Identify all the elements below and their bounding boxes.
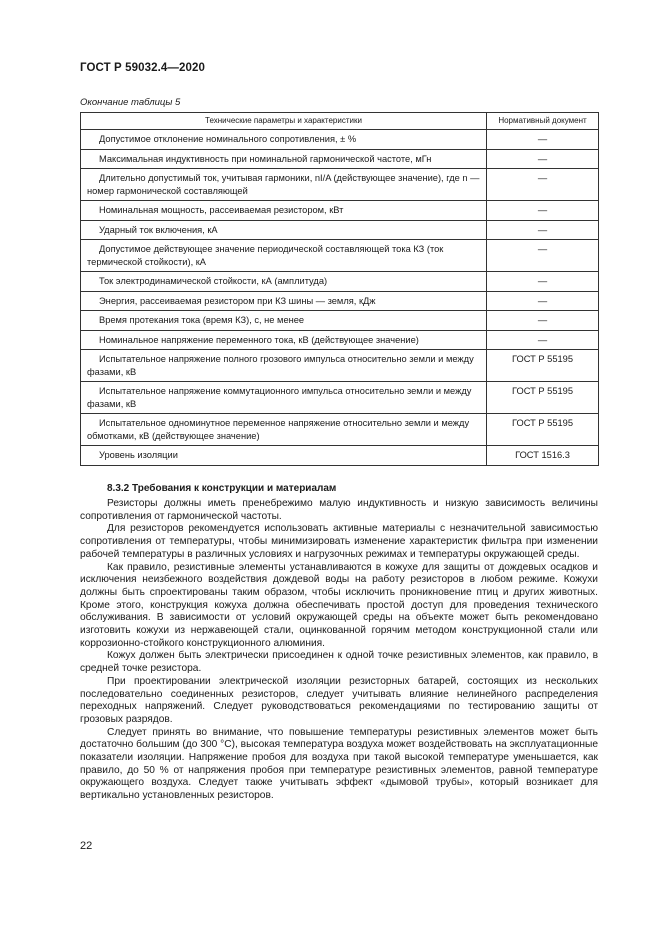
normative-document-cell: — bbox=[487, 272, 599, 292]
table-row bbox=[81, 330, 599, 350]
column-header-normative-document: Нормативный документ bbox=[487, 113, 599, 130]
table-header-row bbox=[81, 113, 599, 130]
table-row bbox=[81, 446, 599, 466]
parameters-table bbox=[80, 112, 599, 466]
parameter-cell: Длительно допустимый ток, учитывая гармоники, nI/A (действующее значение), где n — номер гармонической составляющей bbox=[81, 169, 487, 201]
parameter-cell: Энергия, рассеиваемая резистором при КЗ шины — земля, кДж bbox=[81, 291, 487, 311]
column-header-parameters: Технические параметры и характеристики bbox=[81, 113, 487, 130]
parameter-cell: Испытательное напряжение коммутационного импульса относительно земли и между фазами, кВ bbox=[81, 382, 487, 414]
paragraph: Резисторы должны иметь пренебрежимо малую индуктивность и низкую зависимость величины сопротивления от гармонической частоты. bbox=[80, 498, 598, 522]
paragraph: Следует принять во внимание, что повышение температуры резистивных элементов может быть достаточно большим (до 300 °C), высокая температура воздуха может воздействовать на эксплуатационные показатели изоляции. Напряжение пробоя для воздуха при такой высокой температуре уменьшается, как правило, до 50 % от напряжения пробоя при температуре резистивных элементов, равной температуре окружающего воздуха. Следует также учитывать эффект «дымовой трубы», который возникает для вертикально установленных резисторов. bbox=[80, 726, 598, 802]
table-row bbox=[81, 220, 599, 240]
table-row bbox=[81, 169, 599, 201]
table-row bbox=[81, 350, 599, 382]
normative-document-cell: — bbox=[487, 291, 599, 311]
table-row bbox=[81, 201, 599, 221]
table-row bbox=[81, 291, 599, 311]
paragraph: Для резисторов рекомендуется использовать активные материалы с незначительной зависимостью сопротивления от температуры, чтобы минимизировать изменение характеристик фильтра при изменении рабочей температуры в различных условиях и нагрузочных режимах и температуры окружающей среды. bbox=[80, 523, 598, 560]
parameter-cell: Допустимое действующее значение периодической составляющей тока КЗ (ток термической стойкости), кА bbox=[81, 240, 487, 272]
table-row bbox=[81, 240, 599, 272]
page-number: 22 bbox=[80, 840, 93, 852]
table-row bbox=[81, 272, 599, 292]
normative-document-cell: ГОСТ Р 55195 bbox=[487, 382, 599, 414]
table-caption: Окончание таблицы 5 bbox=[80, 97, 181, 108]
table-row bbox=[81, 130, 599, 150]
table-row bbox=[81, 149, 599, 169]
normative-document-cell: ГОСТ Р 55195 bbox=[487, 350, 599, 382]
section-heading: 8.3.2 Требования к конструкции и материалам bbox=[107, 483, 337, 494]
parameter-cell: Ток электродинамической стойкости, кА (амплитуда) bbox=[81, 272, 487, 292]
parameter-cell: Уровень изоляции bbox=[81, 446, 487, 466]
normative-document-cell: — bbox=[487, 220, 599, 240]
paragraph: Кожух должен быть электрически присоединен к одной точке резистивных элементов, как правило, в средней точке резистора. bbox=[80, 650, 598, 675]
normative-document-cell: — bbox=[487, 149, 599, 169]
parameter-cell: Испытательное напряжение полного грозового импульса относительно земли и между фазами, кВ bbox=[81, 350, 487, 382]
parameter-cell: Ударный ток включения, кА bbox=[81, 220, 487, 240]
parameter-cell: Время протекания тока (время КЗ), с, не менее bbox=[81, 311, 487, 331]
paragraph: Как правило, резистивные элементы устанавливаются в кожухе для защиты от дождевых осадков и исключения неизбежного воздействия дождевой воды на работу резисторов в любом режиме. Кожухи должны быть спроектированы таким образом, чтобы исключить проникновение птиц и других животных. Кроме этого, конструкция кожуха должна обеспечивать простой доступ для проведения технического обслуживания. В зависимости от условий окружающей среды на объекте может быть рекомендовано изготовить кожухи из нержавеющей стали, оцинкованной горячим методом конструкционной стали или коррозионно-стойкого конструкционного алюминия. bbox=[80, 561, 598, 649]
parameter-cell: Номинальная мощность, рассеиваемая резистором, кВт bbox=[81, 201, 487, 221]
parameter-cell: Номинальное напряжение переменного тока, кВ (действующее значение) bbox=[81, 330, 487, 350]
table-row bbox=[81, 311, 599, 331]
paragraph: При проектировании электрической изоляции резисторных батарей, состоящих из нескольких последовательно соединенных резисторов, следует учитывать влияние нелинейного распределения переходных напряжений. Следует руководствоваться рекомендациями по тестированию защиты от грозовых разрядов. bbox=[80, 675, 598, 725]
parameter-cell: Испытательное одноминутное переменное напряжение относительно земли и между обмотками, кВ (действующее значение) bbox=[81, 414, 487, 446]
normative-document-cell: — bbox=[487, 169, 599, 201]
section-body bbox=[80, 498, 598, 803]
normative-document-cell: — bbox=[487, 311, 599, 331]
table-body bbox=[81, 130, 599, 466]
parameter-cell: Допустимое отклонение номинального сопротивления, ± % bbox=[81, 130, 487, 150]
normative-document-cell: — bbox=[487, 130, 599, 150]
normative-document-cell: ГОСТ Р 55195 bbox=[487, 414, 599, 446]
table-row bbox=[81, 382, 599, 414]
table-row bbox=[81, 414, 599, 446]
parameter-cell: Максимальная индуктивность при номинальной гармонической частоте, мГн bbox=[81, 149, 487, 169]
standard-header: ГОСТ Р 59032.4—2020 bbox=[80, 62, 205, 74]
normative-document-cell: — bbox=[487, 330, 599, 350]
normative-document-cell: ГОСТ 1516.3 bbox=[487, 446, 599, 466]
normative-document-cell: — bbox=[487, 240, 599, 272]
normative-document-cell: — bbox=[487, 201, 599, 221]
